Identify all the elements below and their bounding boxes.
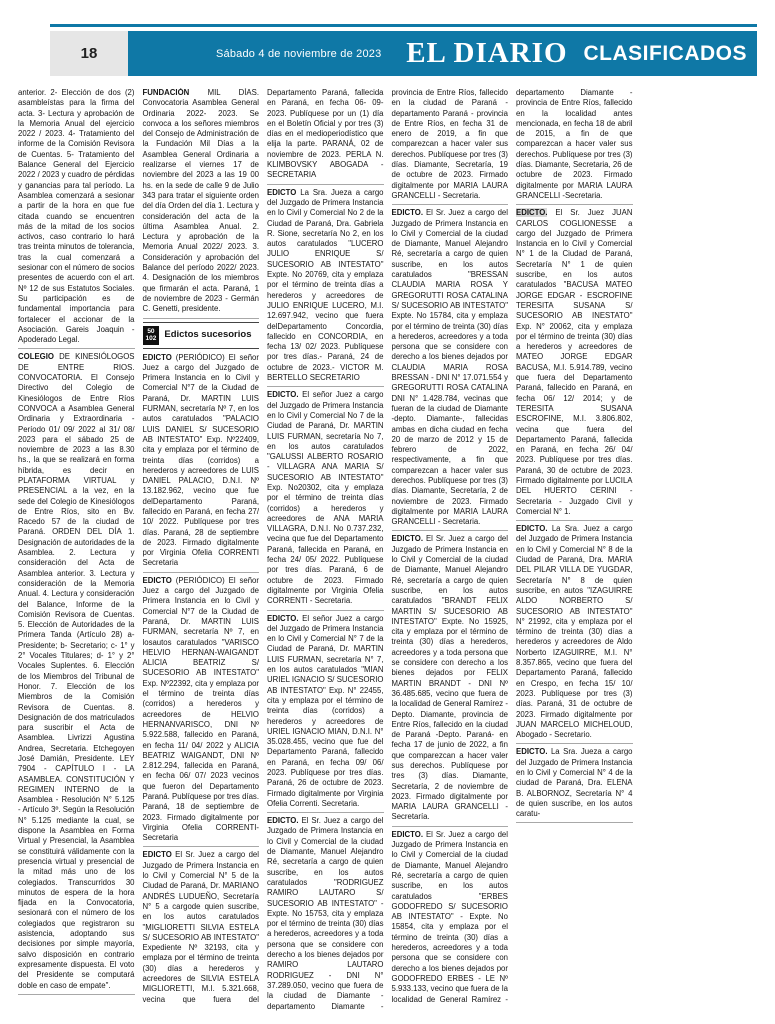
classified-notice: EDICTO (PERIÓDICO) El señor Juez a cargo del Juzgado de Primera Instancia en lo Civil y Comercial N°7 de la Ciudad de Paraná, Dr. MARTIN LUIS FURMAN, secretaría Nº 7, en los autos caratulados "PALACIO LUIS DANIEL S/ SUCESORIO AB INTESTATO" Exp. Nº22409, cita y emplaza por el término de treinta días (corridos) a herederos y acreedores de LUIS DANIEL PALACIO, D.N.I. Nº 13.182.962, vecino que fue delDepartamento Paraná, fallecido en Paraná, en fecha 27/ 10/ 2022. Publíquese por tres días. Paraná, 28 de septiembre de 2023. Firmado digitalmente por Virginia Ofelia CORRENTI Secretaria [143,353,260,573]
classified-notice: EDICTO. El Sr. Juez a cargo del Juzgado de Primera Instancia en lo Civil y Comercial de la ciudad de Diamante, Manuel Alejandro Ré, secretaría a cargo de quien suscribe, en los autos caratulados "RODRIGUEZ RAMIRO LAUTARO S/ SUCESORIO AB INTESTATO" - Expte. No 15753, cita y emplaza por el término de treinta (30) días a herederos, acreedores y a toda persona que se considere con derecho a los bienes dejados por RAMIRO LAUTARO RODRIGUEZ - DNI N° 37.289.050, vecino que fuera de la ciudad de Diamante - departamento Diamante - provincia de Entre Ríos, fallecido en la ciudad de Paraná - departamento Paraná - provincia de Entre Ríos, en fecha 31 de enero de 2019, a fin que comparezcan a hacer valer sus derechos. Publíquese por tres (3) días. Diamante, Secretaría, 19 de octubre de 2023. Firmado digitalmente por MARIA LAURA GRANCELLI - Secretaria. [267,88,508,1013]
classified-notice: EDICTO. El señor Juez a cargo del Juzgado de Primera Instancia en lo Civil y Comercial N° 7 de la Ciudad de Paraná, Dr. MARTIN LUIS FURMAN, secretaría N° 7, en los autos caratulados "MIAN URIEL IGNACIO S/ SUCESORIO AB INTESTATO" Exp. N° 22455, cita y emplaza por el término de treinta días (corridos) a herederos y acreedores de URIEL IGNACIO MIAN, D.N.I. N° 35.028.455, vecino que fue del Departamento Paraná, fallecido en Paraná, en fecha 09/ 06/ 2023. Publíquese por tres días. Paraná, 26 de octubre de 2023. Firmado digitalmente por Virginia Ofelia Correnti. Secretaria. [267,614,384,814]
classified-notice: EDICTO. El Sr. Juez JUAN CARLOS COGLIONESSE a cargo del Juzgado de Primera Instancia en lo Civil y Comercial N° 1 de la Ciudad de Paraná, Secretaría N° 1 de quien suscribe, en los autos caratulados "BACUSA MATEO JORGE EDGAR - ESCROFINE TERESITA SUSANA S/ SUCESORIO AB INESTATO" Exp. N° 20062, cita y emplaza por el término de treinta (30) días a herederos y acreedores de MATEO JORGE EDGAR BACUSA, M.I. 5.914.789, vecino que fuera del Departamento Paraná, fallecido en Paraná, en fecha 06/ 12/ 2014; y de TERESITA SUSANA ESCROFINE, M.I. 3.806.802, vecina que fuera del Departamento Paraná, fallecida en Paraná, en fecha 26/ 04/ 2023. Publíquese por tres días. Paraná, 30 de octubre de 2023. Firmado digitalmente por LUCILA DEL HUERTO CERINI - Secretaria - Juzgado Civil y Comercial N° 1. [516,208,633,521]
classified-notice: FUNDACIÓN MIL DÍAS. Convocatoria Asamblea General Ordinaria 2022- 2023. Se convoca a los señores miembros del Consejo de Administración de la Fundación Mil Días a la Asamblea General Ordinaria a realizarse el viernes 17 de noviembre del 2023 a las 19 00 hs. en la sede de calle 9 de Julio 343 para tratar el siguiente orden del día Orden del día 1. Lectura y consideración del acta de la última Asamblea Anual. 2. Lectura y aprobación de la Memoria Anual 2022/ 2023. 3. Consideración y aprobación del Balance del período 2022/ 2023. 4. Designación de los miembros que firmarán el acta. Paraná, 1 de noviembre de 2023 - Germán C. Genetti, presidente. [143,88,260,319]
classified-notice: COLEGIO DE KINESIÓLOGOS DE ENTRE RIOS. CONVOCATORIA. El Consejo Directivo del Colegio de Kinesiólogos de Entre Ríos CONVOCA a Asamblea General Ordinaria y Extraordinaria - Período 01/ 09/ 2022 al 31/ 08/ 2023 para el sábado 25 de noviembre de 2023 a las 8.30 hs., la que se realizará en forma híbrida, es decir en PLATAFORMA VIRTUAL y PRESENCIAL a la vez, en la sede del Colegio de Kinesiólogos de Entre Ríos, sito en Bv. Racedo 57 de la ciudad de Paraná. ORDEN DEL DÍA 1. Designación de autoridades de la Asamblea. 2. Lectura y consideración del Acta de Asamblea anterior. 3. Lectura y consideración de la Memoria Anual. 4. Lectura y consideración del Balance, Informe de la Comisión Revisora de Cuentas. 5. Elección de Autoridades de la Primera Tanda (Artículo 28) a- Presidente; b- Secretario; c- 1° y 2° Vocales Titulares; d- 1° y 2° Vocales Suplentes. 6. Elección de los Miembros del Tribunal de Honor. 7. Elección de los Miembros de la Comisión Revisora de Cuentas. 8. Designación de dos matriculados para suscribir el Acta de Asamblea. Livrizzi Agustina Andrea, Secretaria. Etchegoyen José Damián, Presidente. LEY 7904 - CAPÍTULO I - LA ASAMBLEA. CONSTITUCIÓN Y REGIMEN INTERNO de la Asamblea - Resolución N° 5.125 - Artículo 3º. Según la Resolución N° 5.125 mediante la cual, se dispone la Asamblea en Forma Virtual y Presencial, la Asamblea se constituirá válidamente con la presencia virtual y presencial de la mitad más uno de los colegiados. Transcurridos 30 minutos de espera de la hora fijada en la Convocatoria, sesionará con el número de los colegiados que registraron su asistencia, adoptando sus decisiones por simple mayoría, salvo disposición en contrario expresamente dispuesta. El voto del Presidente se computará doble en caso de empate". [18,352,135,994]
edictos-sucesorios-header [143,322,260,349]
classified-notice: EDICTO La Sra. Jueza a cargo del Juzgado de Primera Instancia en lo Civil y Comercial No 2 de la Ciudad de Paraná, Dra. Gabriela R. Sione, secretaría No 2, en los autos caratulados "LUCERO JULIO ENRIQUE S/ SUCESORIO AB INTESTATO" Expte. No 20769, cita y emplaza por el término de treinta días a herederos y acreedores de JULIO ENRIQUE LUCERO, M.I. 12.697.942, vecino que fuera delDepartamento Concordia, fallecido en CONCORDIA, en fecha 13/ 02/ 2023. Publíquese por tres días.- Paraná, 24 de octubre de 2023.- VICTOR M. BERTELLO SECRETARIO [267,188,384,388]
page-number: 18 [50,31,128,76]
date-label: Sábado 4 de noviembre de 2023 [216,47,382,60]
classified-notice: EDICTO. El Sr. Juez a cargo del Juzgado de Primera Instancia en lo Civil y Comercial de la ciudad de Diamante, Manuel Alejandro Ré, secretaría a cargo de quien suscribe, en los autos caratulados "ERBES GODOFREDO S/ SUCESORIO AB INTESTATO" - Expte. No 15854, cita y emplaza por el término de treinta (30) días a herederos, acreedores y a toda persona que se considere con derecho a los bienes dejados por GODOFREDO ERBES - LE Nº 5.933.133, vecino que fuera de la localidad de General Ramírez - departamento Diamante - provincia de Entre Ríos, fallecido en la localidad antes mencionada, en fecha 18 de abril de 2015, a fin de que comparezcan a hacer valer sus derechos. Publíquese por tres (3) días. Diamante, Secretaria, 26 de octubre de 2023. Firmado digitalmente por MARIA LAURA GRANCELLI -Secretaria. [392,88,633,1013]
classified-notice: EDICTO. El Sr. Juez a cargo del Juzgado de Primera Instancia en lo Civil y Comercial de la ciudad de Diamante, Manuel Alejandro Ré, secretaría a cargo de quien suscribe, en los autos caratulados "BRANDT FELIX MARTIN S/ SUCESORIO AB INTESTATO" Expte. No 15925, cita y emplaza por el término de treinta (30) días a herederos, acreedores y a toda persona que se considere con derecho a los bienes dejados por FELIX MARTIN BRANDT - DNI Nº 36.485.685, vecino que fuera de la localidad de General Ramírez - Depto. Diamante, provincia de Entre Ríos, fallecido en la ciudad de Paraná -Depto. Paraná- en fecha 17 de junio de 2022, a fin que comparezcan a hacer valer sus derechos. Publíquese por tres (3) días. Diamante, Secretaría, 2 de noviembre de 2023. Firmado digitalmente por MARIA LAURA GRANCELLI - Secretaría. [392,534,509,826]
notice-lead: EDICTO [267,187,297,197]
notice-lead: EDICTO. [516,524,548,534]
notice-lead: COLEGIO [18,352,54,362]
header-top-rule [50,24,757,27]
notice-lead: EDICTO. [391,208,423,218]
classified-notice: anterior. 2- Elección de dos (2) asambleístas para la firma del acta. 3- Lectura y aprobación de la Memoria Anual del ejercicio 2022 / 2023. 4- Tratamiento del informe de la Comisión Revisora de Cuentas. 5- Tratamiento del Balance General del Ejercicio 2022 / 2023 y cuadro de pérdidas y ganancias para tal período. La Asamblea comenzará a sesionar a partir de la hora en que fue citada cuando se encuentren más de la mitad de los socios activos, caso contrario lo hará tras treinta minutos de tolerancia, tras la cual comenzará a sesionar con el número de socios presentes de acuerdo con el art. Nº 12 de sus Estatutos Sociales. Su participación es de fundamental importancia para fortalecer el accionar de la Asociación. Gareis Joaquin - Apoderado Legal. [18,88,135,349]
notice-lead: EDICTO. [391,829,423,839]
notice-lead: EDICTO. [516,208,548,218]
section-title: CLASIFICADOS [583,42,747,65]
notice-lead: EDICTO [142,352,172,362]
notice-lead: EDICTO [142,575,172,585]
notice-lead: FUNDACIÓN [142,88,190,97]
notice-lead: EDICTO. [267,390,299,400]
category-badge: 50 102 [143,326,160,345]
classified-notice: EDICTO. La Sra. Jueza a cargo del Juzgado de Primera Instancia en lo Civil y Comercial N° 4 de la ciudad de Paraná, Dra. ELENA B. ALBORNOZ, Secretaría N° 4 de quien suscribe, en los autos caratu- [516,747,633,823]
masthead-title: EL DIARIO [406,37,568,69]
header-bar [50,31,757,76]
classified-notice: EDICTO. El Sr. Juez a cargo del Juzgado de Primera Instancia en lo Civil y Comercial de la ciudad de Diamante, Manuel Alejandro Ré, secretaría a cargo de quien suscribe, en los autos caratulados "BRESSAN CLAUDIA MARIA ROSA Y GREGORUTTI ROSA CATALINA S/ SUCESORIO AB INTESTATO" Expte. No 15784, cita y emplaza por el término de treinta (30) días a herederos, acreedores y a toda persona que se considere con derecho a los bienes dejados por CLAUDIA MARIA ROSA BRESSAN - DNI N° 17.071.554 y GREGORUTTI ROSA CATALINA DNI N° 1.428.784, vecinas que fueran de la ciudad de Diamante -depto. Diamante-, fallecidas ambas en dicha ciudad en fecha 20 de marzo de 2012 y 15 de febrero de 2022, respectivamente, a fin que comparezcan a hacer valer sus derechos. Publíquese por tres (3) días. Diamante, Secretaría, 2 de noviembre de 2023. Firmado digitalmente por MARIA LAURA GRANCELLI - Secretaria. [392,208,509,531]
classified-notice: EDICTO. La Sra. Juez a cargo del Juzgado de Primera Instancia en lo Civil y Comercial N° 8 de la Ciudad de Paraná, Dra. MARIA DEL PILAR VILLA DE YUGDAR, Secretaría N° 8 de quien suscribe, en autos "IZAGUIRRE ALDO NORBERTO S/ SUCESORIO AB INTESTATO" N° 21992, cita y emplaza por el término de treinta (30) días a herederos y acreedores de Aldo Norberto IZAGUIRRE, M.I. N° 8.357.865, vecino que fuera del Departamento Paraná, fallecido en Crespo, en fecha 15/ 10/ 2023. Publíquese por tres (3) días. Paraná, 31 de octubre de 2023. Firmado digitalmente por JUAN MARCELO MICHELOUD, Abogado - Secretario. [516,524,633,744]
classified-notice: EDICTO (PERIÓDICO) El señor Juez a cargo del Juzgado de Primera Instancia en lo Civil y Comercial N°7 de la Ciudad de Paraná, Dr. MARTIN LUIS FURMAN, secretaría Nº 7, en losautos caratulados "VARISCO HELVIO HERNAN-WAIGANDT ALICIA BEATRIZ S/ SUCESORIO AB INTESTATO" Exp. Nº22392, cita y emplaza por el término de treinta días (corridos) a herederos y acreedores de HELVIO HERNANVARISCO, DNI Nº 5.922.588, fallecido en Paraná, en fecha 11/ 04/ 2022 y ALICIA BEATRIZ WAIGANDT, DNI Nº 2.812.294, fallecida en Paraná, en fecha 06/ 07/ 2023 vecinos que fueron del Departamento Paraná. Publíquese por tres días. Paraná, 18 de septiembre de 2023. Firmado digitalmente por Virginia Ofelia CORRENTI- Secretaria [143,576,260,848]
section-label: Edictos sucesorios [164,328,252,340]
classified-notice: EDICTO El Sr. Juez a cargo del Juzgado de Primera Instancia en lo Civil y Comercial N° 5 de la Ciudad de Paraná, Dr. MARIANO ANDRÉS LUDUEÑO, Secretaría N° 5 a cargode quien suscribe, en los autos caratulados "MIGLIORETTI SILVIA ESTELA S/ SUCESORIO AB INTESTATO" Expediente Nº 32193, cita y emplaza por el término de treinta (30) días a herederos y acreedores de SILVIA ESTELA MIGLIORETTI, M.I. 5.321.668, vecina que fuera del Departamento Paraná, fallecida en Paraná, en fecha 06- 09- 2023. Publíquese por un (1) día en el Boletín Oficial y por tres (3) días en el medioperiodístico que elija la parte. PARANÁ, 02 de noviembre de 2023. PERLA N. KLIMBOVSKY ABOGADA - SECRETARIA [143,88,384,1013]
notice-lead: EDICTO. [516,747,548,757]
notice-lead: EDICTO. [267,816,299,826]
classifieds-text [18,88,757,1013]
notice-lead: EDICTO. [391,534,423,544]
notice-lead: EDICTO [142,850,172,860]
classified-notice: EDICTO. El señor Juez a cargo del Juzgado de Primera Instancia en lo Civil y Comercial No 7 de la Ciudad de Paraná, Dr. MARTIN LUIS FURMAN, secretaría No 7, en los autos caratulados "GALUSSI ALBERTO ROSARIO - VILLAGRA ANA MARIA S/ SUCESORIO AB INTESTATO" Exp. No20302, cita y emplaza por el término de treinta días (corridos) a herederos y acreedores de ANA MARIA VILLAGRA, D.N.I. No 0.737.232, vecina que fue del Departamento Paraná, fallecida en Paraná, en fecha 24/ 05/ 2022. Publíquese por tres días. Paraná, 6 de octubre de 2023. Firmado digitalmente por Virginia Ofelia CORRENTI - Secretaria. [267,390,384,610]
notice-lead: EDICTO. [267,613,299,623]
